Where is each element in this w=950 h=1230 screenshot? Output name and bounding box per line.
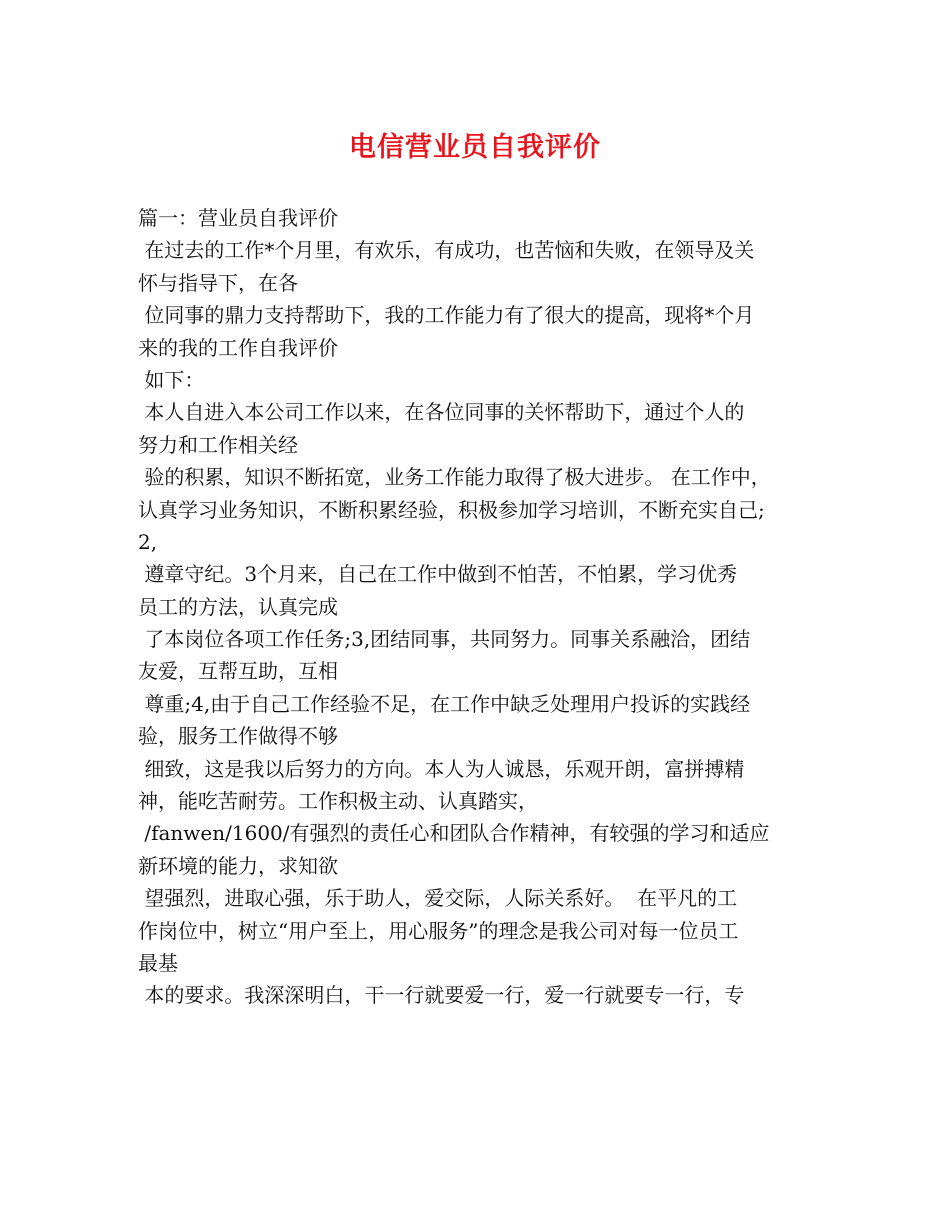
- body-line: 认真学习业务知识，不断积累经验，积极参加学习培训，不断充实自己;: [138, 497, 765, 522]
- body-line: 望强烈，进取心强，乐于助人，爱交际，人际关系好。 在平凡的工: [138, 886, 738, 911]
- body-line: 尊重;4,由于自己工作经验不足，在工作中缺乏处理用户投诉的实践经: [138, 691, 751, 716]
- body-line: 遵章守纪。3个月来，自己在工作中做到不怕苦，不怕累，学习优秀: [138, 562, 738, 587]
- body-line: 员工的方法，认真完成: [138, 594, 338, 619]
- body-line: 新环境的能力，求知欲: [138, 853, 338, 878]
- body-line: 友爱，互帮互助，互相: [138, 659, 338, 684]
- body-line: 如下：: [138, 367, 205, 392]
- document-body: [138, 202, 828, 1012]
- body-line: 位同事的鼎力支持帮助下，我的工作能力有了很大的提高，现将*个月: [138, 303, 755, 328]
- body-line: 2,: [138, 529, 158, 554]
- body-line: 了本岗位各项工作任务;3,团结同事，共同努力。同事关系融洽，团结: [138, 627, 751, 652]
- body-line: 细致，这是我以后努力的方向。本人为人诚恳，乐观开朗，富拼搏精: [138, 756, 745, 781]
- body-line: 怀与指导下，在各: [138, 270, 298, 295]
- body-line: 来的我的工作自我评价: [138, 335, 338, 360]
- body-line: 篇一：营业员自我评价: [138, 206, 338, 230]
- body-line: 在过去的工作*个月里，有欢乐，有成功，也苦恼和失败，在领导及关: [138, 238, 755, 263]
- body-line: 本的要求。我深深明白，干一行就要爱一行，爱一行就要专一行，专: [138, 983, 745, 1008]
- body-line: /fanwen/1600/有强烈的责任心和团队合作精神，有较强的学习和适应: [138, 821, 770, 846]
- body-line: 本人自进入本公司工作以来，在各位同事的关怀帮助下，通过个人的: [138, 400, 745, 425]
- body-line: 最基: [138, 950, 178, 975]
- body-line: 验的积累，知识不断拓宽，业务工作能力取得了极大进步。 在工作中，: [138, 465, 771, 490]
- body-line: 神，能吃苦耐劳。工作积极主动、认真踏实，: [138, 789, 538, 814]
- body-line: 努力和工作相关经: [138, 432, 298, 457]
- body-line: 验，服务工作做得不够: [138, 724, 338, 749]
- document-title: 电信营业员自我评价: [349, 132, 601, 163]
- body-line: 作岗位中，树立“用户至上，用心服务”的理念是我公司对每一位员工: [138, 918, 739, 943]
